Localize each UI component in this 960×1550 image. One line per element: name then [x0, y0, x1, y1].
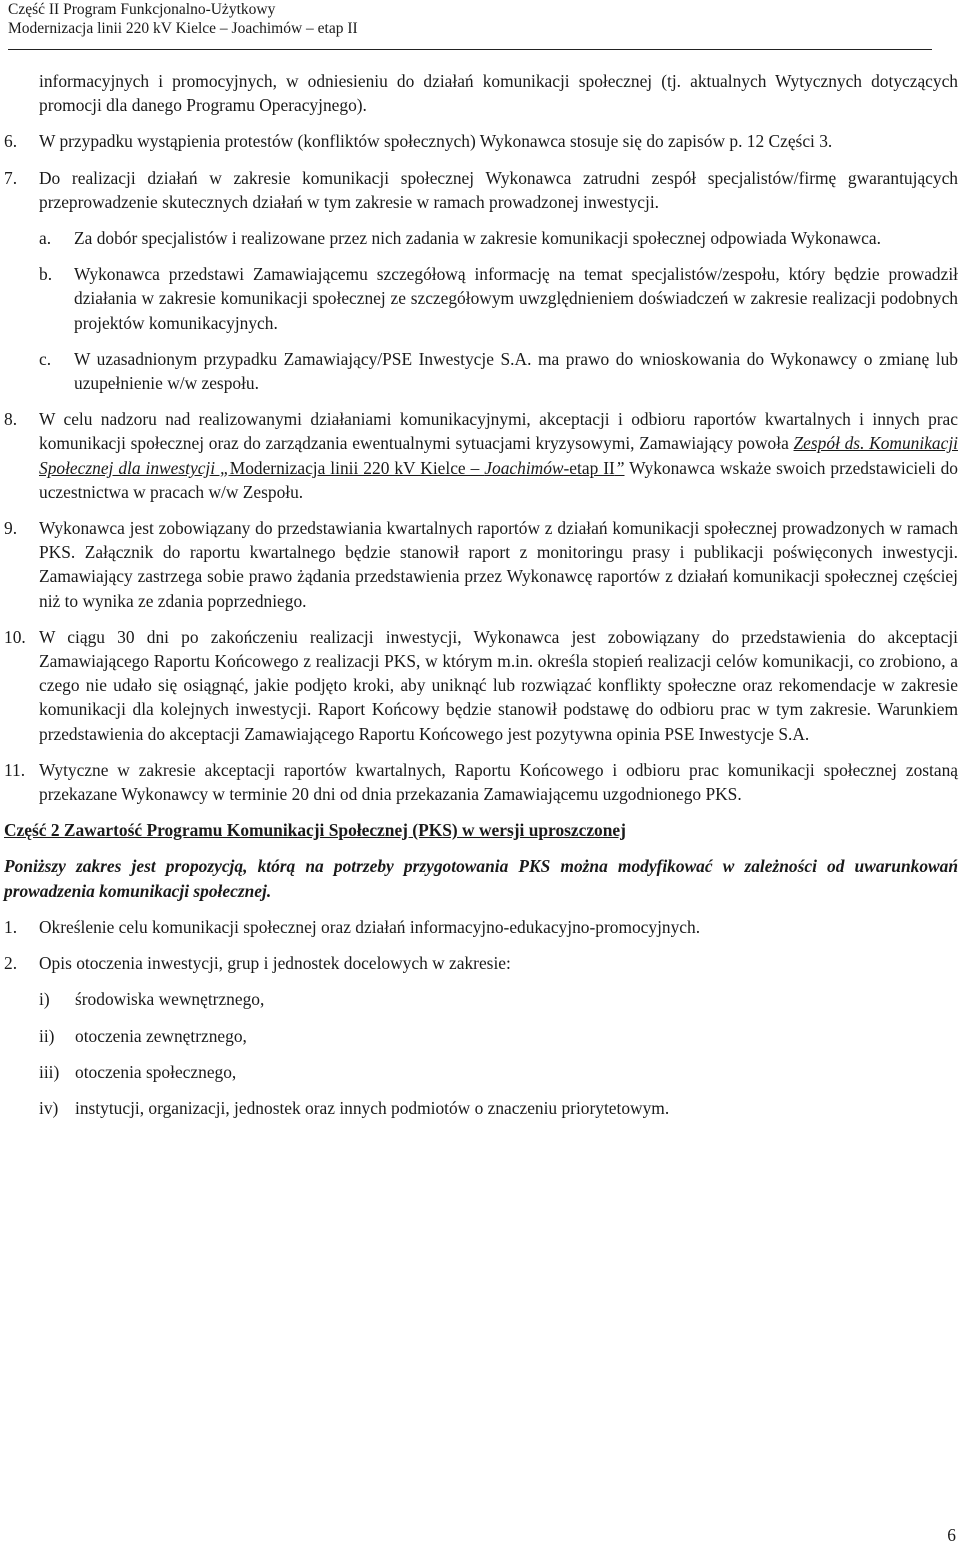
list-item-8 — [4, 407, 958, 504]
list-item-10 — [4, 625, 958, 746]
item-number: 10. — [4, 626, 26, 647]
closing-quote: ” — [614, 457, 625, 478]
list-item-7 — [4, 166, 958, 214]
item-text: Wykonawca jest zobowiązany do przedstawiania kwartalnych raportów z działań komunikacji społecznej prowadzonych w ramach PKS. Załącznik do raportu kwartalnego będzie stanowił raport z monitoringu prasy i publikacji poświęconych inwestycji. Zamawiający zastrzega sobie prawo żądania przedstawienia przez Wykonawcę raportów z działań komunikacji społecznej częściej niż to wynika ze zdania poprzedniego. — [39, 518, 958, 611]
item-text: Wytyczne w zakresie akceptacji raportów kwartalnych, Raportu Końcowego i odbioru prac komunikacji społecznej zostaną przekazane Wykonawcy w terminie 20 dni od dnia przekazania Zamawiającemu uzgodnionego PKS. — [39, 759, 958, 805]
team-name-italic: Zespół ds. Komunikacji Społecznej dla inwestycji „ — [39, 433, 958, 478]
scope-item-1 — [4, 915, 958, 939]
item-letter: c. — [39, 348, 52, 369]
item-text — [39, 407, 958, 504]
header-title: Część II Program Funkcjonalno-Użytkowy — [8, 1, 276, 18]
item-text: Opis otoczenia inwestycji, grup i jednostek docelowych w zakresie: — [39, 953, 511, 974]
list-item-7a — [39, 226, 958, 250]
list-item-7b — [39, 262, 958, 335]
project-stage: -etap II — [563, 457, 615, 478]
item-text: W ciągu 30 dni po zakończeniu realizacji inwestycji, Wykonawca jest zobowiązany do przedstawienia do akceptacji Zamawiającego Raportu Końcowego z realizacji PKS, w którym m.in. określa stopień realizacji celów komunikacji, co zrobiono, a czego nie udało się osiągnąć, jakie podjęto kroki, aby uniknąć lub rozwiązać konflikty społeczne oraz rekomendacje w zakresie komunikacji dla kolejnych inwestycji. Raport Końcowy będzie stanowił podstawę do odbioru prac w tym zakresie. Warunkiem przedstawienia do akceptacji Zamawiającego Raportu Końcowego jest pozytywna opinia PSE Inwestycje S.A. — [39, 626, 958, 744]
item-text: otoczenia społecznego, — [75, 1061, 237, 1082]
section-note: Poniższy zakres jest propozycją, którą na potrzeby przygotowania PKS można modyfikować w zależności od uwarunkowań prowadzenia komunikacji społecznej. — [4, 856, 958, 901]
item-text: Za dobór specjalistów i realizowane przez nich zadania w zakresie komunikacji społecznej odpowiada Wykonawca. — [74, 228, 881, 249]
item-text: otoczenia zewnętrznego, — [75, 1025, 247, 1046]
item-text: Wykonawca przedstawi Zamawiającemu szczegółową informację na temat specjalistów/zespołu, który będzie prowadził działania w zakresie komunikacji społecznej ze szczegółowym uwzględnieniem doświadczeń w zakresie realizacji podobnych projektów komunikacyjnych. — [74, 264, 958, 333]
list-item-6 — [4, 129, 958, 153]
item-number: 9. — [4, 518, 18, 539]
roman-numeral: iii) — [39, 1061, 60, 1082]
scope-item-2 — [4, 951, 958, 975]
roman-item — [39, 1060, 958, 1084]
item-number: 2. — [4, 953, 18, 974]
item-text-part: W celu nadzoru nad realizowanymi działaniami komunikacyjnymi, akceptacji i odbioru raportów kwartalnych i innych prac komunikacji społecznej oraz do zarządzania ewentualnymi sytuacjami kryzysowymi, Zamawiający powoła — [39, 409, 958, 454]
item-text: Określenie celu komunikacji społecznej oraz działań informacyjno-edukacyjno-promocyjnych. — [39, 916, 701, 937]
item-number: 6. — [4, 131, 18, 152]
item-text: W przypadku wystąpienia protestów (konfliktów społecznych) Wykonawca stosuje się do zapisów p. 12 Części 3. — [39, 131, 833, 152]
item-number: 1. — [4, 916, 18, 937]
roman-item — [39, 1096, 958, 1120]
item-text: instytucji, organizacji, jednostek oraz innych podmiotów o znaczeniu priorytetowym. — [75, 1097, 670, 1118]
roman-numeral: i) — [39, 989, 50, 1010]
roman-numeral: iv) — [39, 1097, 59, 1118]
item-number: 8. — [4, 409, 18, 430]
item-letter: b. — [39, 264, 53, 285]
section-heading: Część 2 Zawartość Programu Komunikacji Społecznej (PKS) w wersji uproszczonej — [4, 820, 626, 841]
list-item-9 — [4, 516, 958, 613]
item-text: środowiska wewnętrznego, — [75, 989, 265, 1010]
roman-item — [39, 987, 958, 1011]
project-name: Modernizacja linii 220 kV Kielce – — [229, 457, 485, 478]
page-header — [8, 0, 932, 38]
header-subtitle: Modernizacja linii 220 kV Kielce – Joachimów – etap II — [8, 20, 358, 37]
roman-item — [39, 1024, 958, 1048]
header-divider — [8, 49, 932, 50]
roman-numeral: ii) — [39, 1025, 55, 1046]
item-text: W uzasadnionym przypadku Zamawiający/PSE Inwestycje S.A. ma prawo do wnioskowania do Wykonawcy o zmianę lub uzupełnienie w/w zespołu. — [74, 348, 958, 394]
document-body — [4, 69, 958, 1120]
item-text: Do realizacji działań w zakresie komunikacji społecznej Wykonawca zatrudni zespół specjalistów/firmę gwarantujących przeprowadzenie skutecznych działań w tym zakresie w ramach prowadzonej inwestycji. — [39, 167, 958, 212]
list-item-11 — [4, 758, 958, 806]
list-item-7c — [39, 347, 958, 395]
item-letter: a. — [39, 228, 52, 249]
item-number: 7. — [4, 167, 18, 188]
page-number: 6 — [947, 1525, 956, 1545]
item-number: 11. — [4, 759, 26, 780]
item-text-part: Wykonawca wskaże swoich przedstawicieli do uczestnictwa w pracach w/w Zespołu. — [39, 457, 959, 502]
intro-paragraph: informacyjnych i promocyjnych, w odniesieniu do działań komunikacji społecznej (tj. aktualnych Wytycznych dotyczących promocji dla danego Programu Operacyjnego). — [39, 71, 958, 116]
project-name-italic: Joachimów — [484, 457, 564, 478]
